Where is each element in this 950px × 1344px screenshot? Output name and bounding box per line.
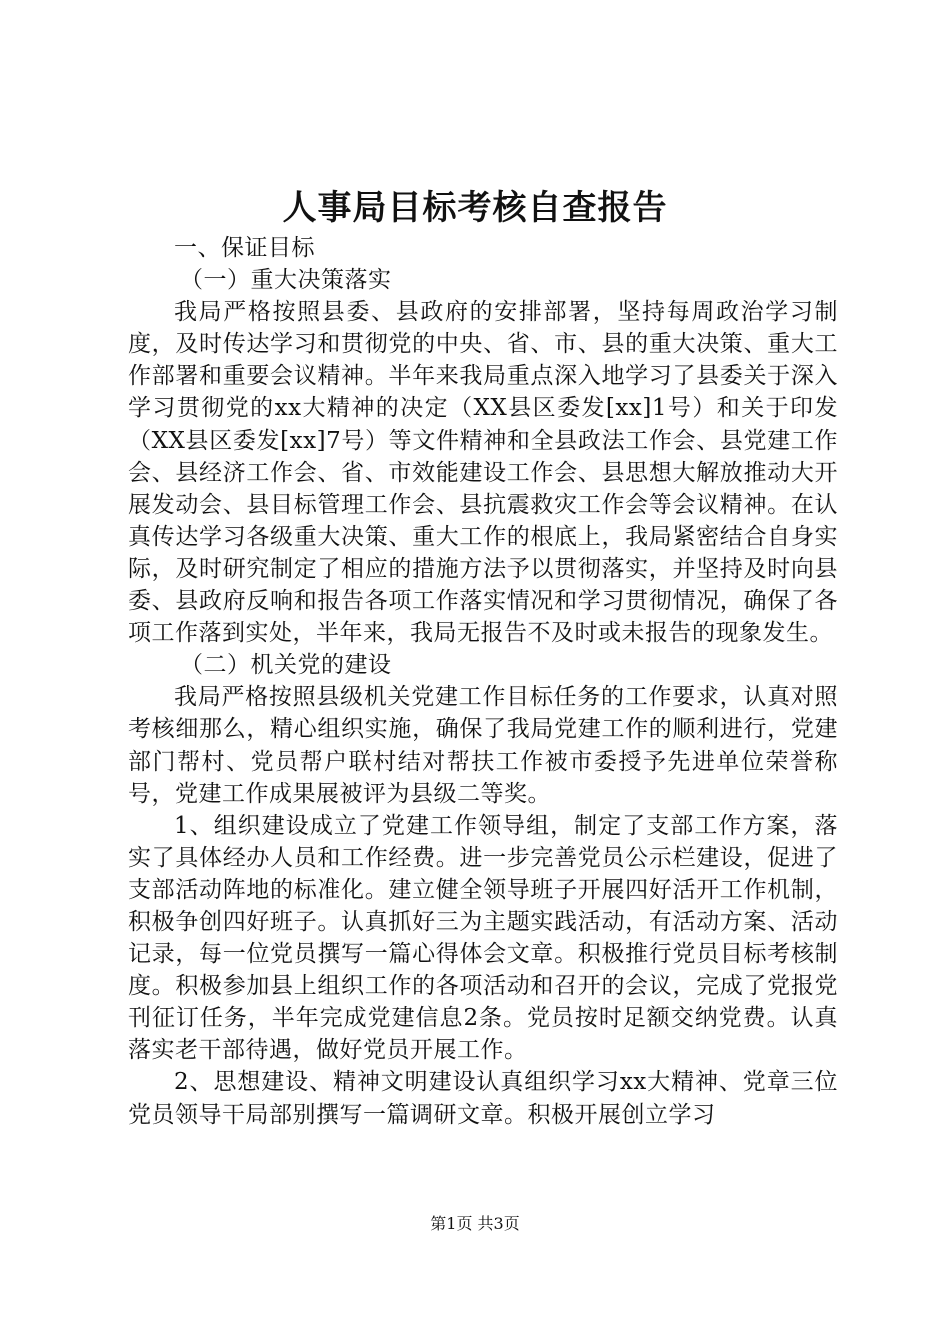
section-heading: 一、保证目标 — [174, 235, 315, 261]
document-title: 人事局目标考核自查报告 — [282, 188, 668, 228]
body-paragraph: 我局严格按照县级机关党建工作目标任务的工作要求，认真对照考核细那么，精心组织实施，确保了我局党建工作的顺利进行，党建部门帮村、党员帮户联村结对帮扶工作被市委授予先进单位荣誉称号，党建工作成果展被评为县级二等奖。 — [128, 684, 838, 807]
subsection-heading: （二）机关党的建设 — [180, 652, 392, 679]
subsection-heading: （一）重大决策落实 — [180, 267, 392, 294]
body-paragraph: 1、组织建设成立了党建工作领导组，制定了支部工作方案，落实了具体经办人员和工作经费。进一步完善党员公示栏建设，促进了支部活动阵地的标准化。建立健全领导班子开展四好活开工作机制，积极争创四好班子。认真抓好三为主题实践活动，有活动方案、活动记录，每一位党员撰写一篇心得体会文章。积极推行党员目标考核制度。积极参加县上组织工作的各项活动和召开的会议，完成了党报党刊征订任务，半年完成党建信息2条。党员按时足额交纳党费。认真落实老干部待遇，做好党员开展工作。 — [128, 812, 838, 1064]
body-paragraph: 2、思想建设、精神文明建设认真组织学习xx大精神、党章三位党员领导干局部别撰写一篇调研文章。积极开展创立学习 — [128, 1069, 838, 1128]
body-paragraph: 我局严格按照县委、县政府的安排部署，坚持每周政治学习制度，及时传达学习和贯彻党的中央、省、市、县的重大决策、重大工作部署和重要会议精神。半年来我局重点深入地学习了县委关于深入学习贯彻党的xx大精神的决定（XX县区委发[xx]1号）和关于印发（XX县区委发[xx]7号）等文件精神和全县政法工作会、县党建工作会、县经济工作会、省、市效能建设工作会、县思想大解放推动大开展发动会、县目标管理工作会、县抗震救灾工作会等会议精神。在认真传达学习各级重大决策、重大工作的根底上，我局紧密结合自身实际，及时研究制定了相应的措施方法予以贯彻落实，并坚持及时向县委、县政府反响和报告各项工作落实情况和学习贯彻情况，确保了各项工作落到实处，半年来，我局无报告不及时或未报告的现象发生。 — [128, 299, 838, 647]
page-number-footer: 第1页 共3页 — [430, 1214, 520, 1233]
document-body — [128, 232, 838, 1131]
